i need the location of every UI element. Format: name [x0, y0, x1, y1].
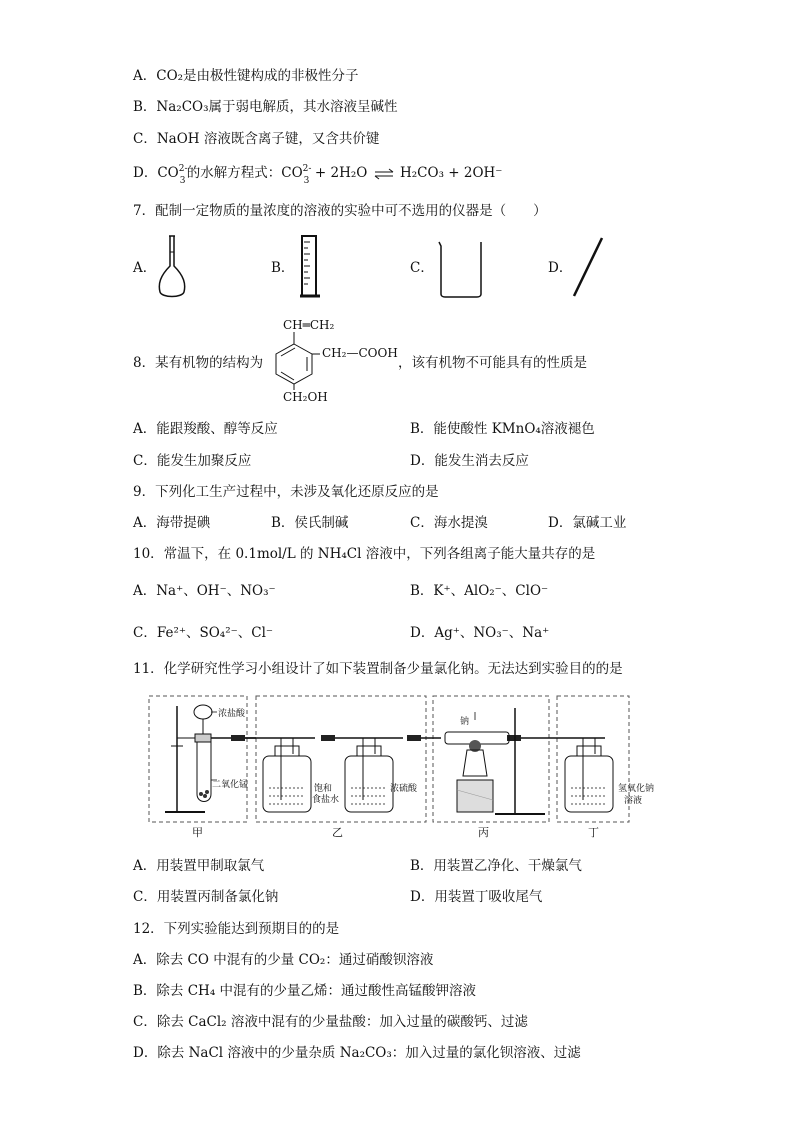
q12-option-d: D．除去 NaCl 溶液中的少量杂质 Na₂CO₃：加入过量的氯化钡溶液、过滤: [133, 1045, 581, 1061]
q8-option-b: B．能使酸性 KMnO₄溶液褪色: [410, 421, 595, 437]
q7-option-a: A．: [133, 260, 157, 276]
box-ding: [557, 696, 629, 822]
beaker-icon: [436, 240, 486, 300]
label-conc-h2so4: 浓硫酸: [390, 784, 418, 794]
q11-option-a: A．用装置甲制取氯气: [133, 858, 265, 874]
label-conc-hcl: 浓盐酸: [218, 709, 246, 719]
q12-stem: 12．下列实验能达到预期目的的是: [133, 921, 340, 937]
q8-option-c: C．能发生加聚反应: [133, 453, 252, 469]
q8-stem-prefix: 8．某有机物的结构为: [133, 355, 264, 371]
caption-bing: 丙: [478, 826, 489, 839]
q6-option-b: B．Na₂CO₃属于弱电解质，其水溶液呈碱性: [133, 99, 398, 115]
q6-d-prefix: D．CO: [133, 165, 179, 181]
vinyl-group-label: CH═CH₂: [283, 318, 335, 332]
hydroxymethyl-group-label: CH₂OH: [283, 390, 328, 404]
co3-subscript: 3: [179, 176, 186, 186]
q6-d-end: H₂CO₃ + 2OH⁻: [399, 165, 503, 181]
q10-option-c: C．Fe²⁺、SO₄²⁻、Cl⁻: [133, 625, 274, 641]
q8-option-d: D．能发生消去反应: [410, 453, 529, 469]
acetic-group-label: CH₂—COOH: [322, 346, 398, 360]
glass-rod-icon: [570, 234, 606, 300]
q7-option-c: C．: [410, 260, 434, 276]
q11-stem: 11．化学研究性学习小组设计了如下装置制备少量氯化钠。无法达到实验目的的是: [133, 661, 623, 677]
q6-d-suffix: + 2H₂O: [310, 165, 368, 181]
graduated-cylinder-icon: [296, 234, 326, 302]
q6-d-mid: 的水解方程式：CO: [186, 165, 303, 181]
label-brine-1: 饱和: [314, 784, 333, 794]
caption-jia: 甲: [192, 826, 203, 839]
volumetric-flask-icon: [152, 232, 192, 304]
q9-option-a: A．海带提碘: [133, 515, 211, 531]
q12-option-a: A．除去 CO 中混有的少量 CO₂：通过硝酸钡溶液: [133, 952, 434, 968]
label-naoh-2: 溶液: [624, 796, 643, 806]
q10-option-d: D．Ag⁺、NO₃⁻、Na⁺: [410, 625, 550, 641]
co3-charge-2: 2-: [302, 164, 312, 174]
q10-stem: 10．常温下，在 0.1mol/L 的 NH₄Cl 溶液中，下列各组离子能大量共存的是: [133, 546, 596, 562]
q12-option-c: C．除去 CaCl₂ 溶液中混有的少量盐酸：加入过量的碳酸钙、过滤: [133, 1014, 528, 1030]
q9-option-d: D．氯碱工业: [548, 515, 627, 531]
q7-option-d: D．: [548, 260, 573, 276]
q11-option-c: C．用装置丙制备氯化钠: [133, 889, 279, 905]
caption-yi: 乙: [332, 826, 343, 839]
q10-option-b: B．K⁺、AlO₂⁻、ClO⁻: [410, 583, 549, 599]
q6-option-a: A．CO₂是由极性键构成的非极性分子: [133, 68, 359, 84]
q7-stem: 7．配制一定物质的量浓度的溶液的实验中可不选用的仪器是（ ）: [133, 203, 547, 219]
reversible-arrow-icon: [372, 165, 396, 183]
co3-subscript-2: 3: [303, 176, 310, 186]
q6-option-d: [133, 164, 503, 186]
q11-option-d: D．用装置丁吸收尾气: [410, 889, 543, 905]
q10-option-a: A．Na⁺、OH⁻、NO₃⁻: [133, 583, 276, 599]
label-naoh-1: 氢氧化钠: [618, 784, 655, 794]
q12-option-b: B．除去 CH₄ 中混有的少量乙烯：通过酸性高锰酸钾溶液: [133, 983, 477, 999]
q9-stem: 9．下列化工生产过程中，未涉及氧化还原反应的是: [133, 484, 439, 500]
label-brine-2: 食盐水: [312, 795, 340, 805]
q6-option-c: C．NaOH 溶液既含离子键，又含共价键: [133, 131, 380, 147]
q9-option-b: B．侯氏制碱: [271, 515, 349, 531]
caption-ding: 丁: [588, 826, 599, 839]
q8-stem-suffix: ，该有机物不可能具有的性质是: [398, 355, 587, 371]
q8-option-a: A．能跟羧酸、醇等反应: [133, 421, 278, 437]
q7-option-b: B．: [271, 260, 295, 276]
q11-option-b: B．用装置乙净化、干燥氯气: [410, 858, 582, 874]
co3-charge: 2-: [178, 164, 188, 174]
label-mno2: 二氧化锰: [212, 780, 249, 790]
q9-option-c: C．海水提溴: [410, 515, 488, 531]
label-sodium: 钠: [460, 717, 470, 727]
